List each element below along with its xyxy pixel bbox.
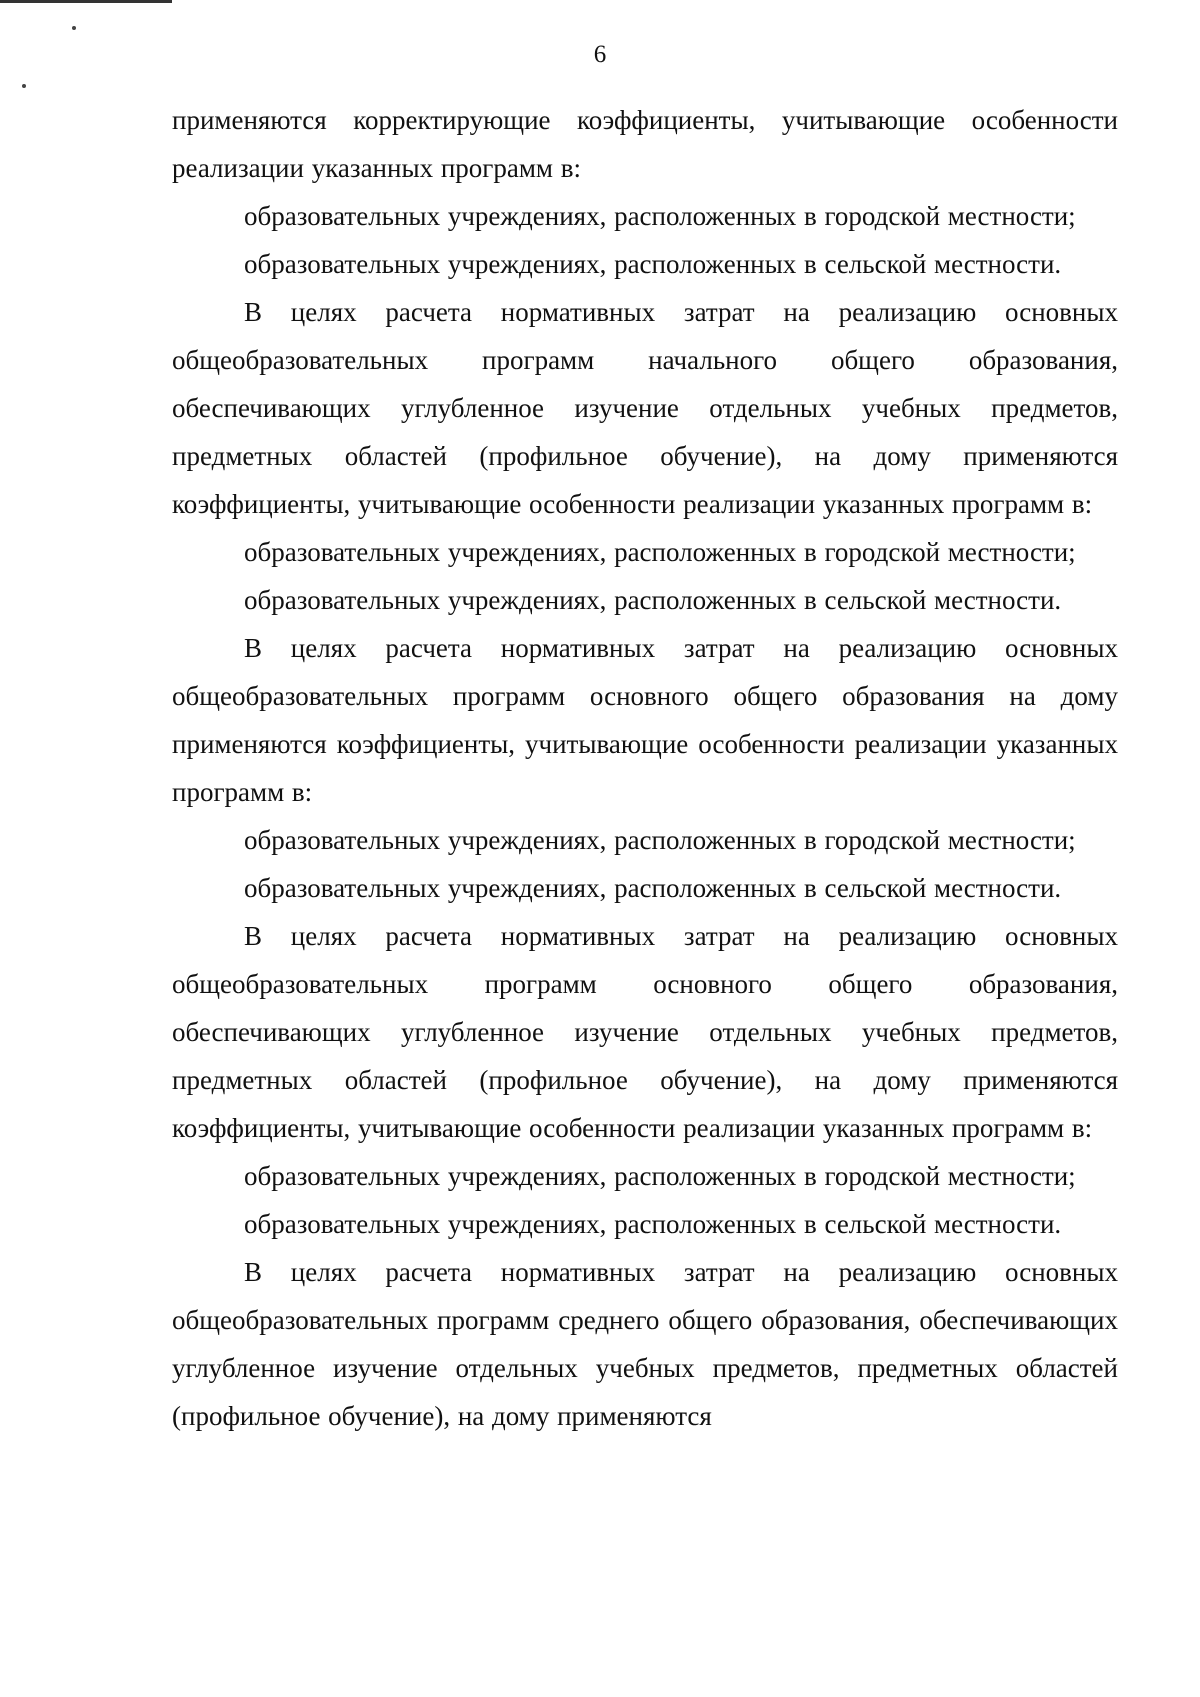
list-item: образовательных учреждениях, расположенных в сельской местности. — [244, 585, 1062, 615]
list-item: образовательных учреждениях, расположенных в сельской местности. — [244, 873, 1062, 903]
list-item: образовательных учреждениях, расположенных в городской местности; — [244, 825, 1076, 855]
paragraph: В целях расчета нормативных затрат на реализацию основных общеобразовательных программ среднего общего образования, обеспечивающих углубленное изучение отдельных учебных предметов, предметных областей (профильное обучение), на дому применяются — [172, 1257, 1118, 1431]
page-number: 6 — [593, 41, 607, 68]
list-item: образовательных учреждениях, расположенных в сельской местности. — [244, 1209, 1062, 1239]
list-item: образовательных учреждениях, расположенных в городской местности; — [244, 537, 1076, 567]
list-item: образовательных учреждениях, расположенных в сельской местности. — [244, 249, 1062, 279]
document-body — [172, 96, 1118, 1440]
scan-speck — [22, 84, 26, 88]
list-item: образовательных учреждениях, расположенных в городской местности; — [244, 1161, 1076, 1191]
paragraph: В целях расчета нормативных затрат на реализацию основных общеобразовательных программ основного общего образования на дому применяются коэффициенты, учитывающие особенности реализации указанных программ в: — [172, 633, 1118, 807]
scan-edge-line — [0, 0, 172, 3]
paragraph: применяются корректирующие коэффициенты, учитывающие особенности реализации указанных программ в: — [172, 105, 1118, 183]
scan-speck — [72, 26, 76, 30]
paragraph: В целях расчета нормативных затрат на реализацию основных общеобразовательных программ основного общего образования, обеспечивающих углубленное изучение отдельных учебных предметов, предметных областей (профильное обучение), на дому применяются коэффициенты, учитывающие особенности реализации указанных программ в: — [172, 921, 1118, 1143]
paragraph: В целях расчета нормативных затрат на реализацию основных общеобразовательных программ начального общего образования, обеспечивающих углубленное изучение отдельных учебных предметов, предметных областей (профильное обучение), на дому применяются коэффициенты, учитывающие особенности реализации указанных программ в: — [172, 297, 1118, 519]
list-item: образовательных учреждениях, расположенных в городской местности; — [244, 201, 1076, 231]
